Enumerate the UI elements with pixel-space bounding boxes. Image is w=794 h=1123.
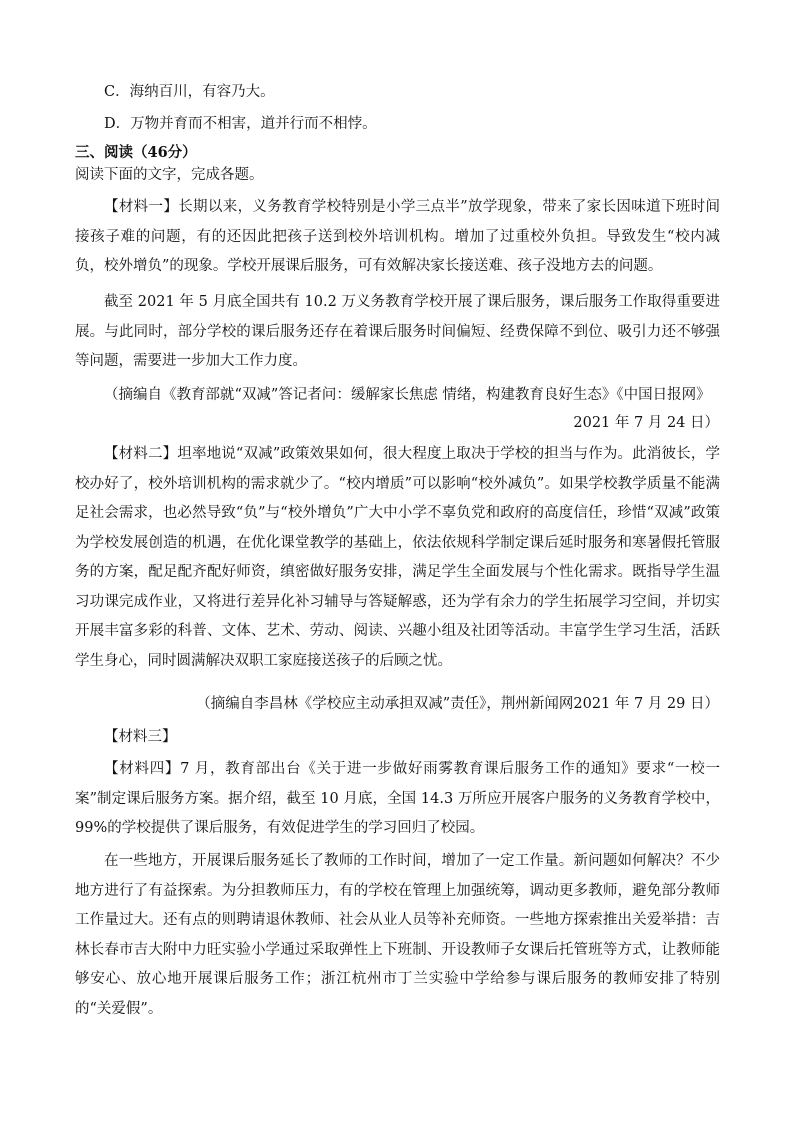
section-heading: 三、阅读（46分）	[75, 144, 197, 161]
material1-source-line1: （摘编自《教育部就“双减”答记者问：缓解家长焦虑 情绪，构建教育良好生态》《中国日报网》	[104, 387, 711, 403]
section-instruction: 阅读下面的文字，完成各题。	[75, 167, 264, 183]
material2-paragraph: 【材料二】坦率地说“双减”政策效果如何，很大程度上取决于学校的担当与作为。此消彼长，学校办好了，校外培训机构的需求就少了。“校内增质”可以影响“校外减负”。如果学校教学质量不能满足社会需求，也必然导致“负”与“校外增负”广大中小学不辜负党和政府的高度信任，珍惜“双减”政策为学校发展创造的机遇，在优化课堂教学的基础上，依法依规科学制定课后延时服务和寒暑假托管服务的方案，配足配齐配好师资，缜密做好服务安排，满足学生全面发展与个性化需求。既指导学生温习功课完成作业，又将进行差异化补习辅导与答疑解惑，还为学有余力的学生拓展学习空间，并切实开展丰富多彩的科普、文体、艺术、劳动、阅读、兴趣小组及社团等活动。丰富学生学习生活，活跃学生身心，同时圆满解决双职工家庭接送孩子的后顾之忧。	[75, 446, 720, 669]
material4-paragraph2: 在一些地方，开展课后服务延长了教师的工作时间，增加了一定工作量。新问题如何解决？不少地方进行了有益探索。为分担教师压力，有的学校在管理上加强统筹，调动更多教师，避免部分教师工作量过大。还有点的则聘请退休教师、社会从业人员等补充师资。一些地方探索推出关爱举措：吉林长春市吉大附中力旺实验小学通过采取弹性上下班制、开设教师子女课后托管班等方式，让教师能够安心、放心地开展课后服务工作；浙江杭州市丁兰实验中学给参与课后服务的教师安排了特别的“关爱假”。	[75, 853, 720, 1017]
material1-source-line2: 2021 年 7 月 24 日）	[573, 415, 719, 431]
material3-label: 【材料三】	[104, 729, 177, 745]
option-d: D．万物并育而不相害，道并行而不相悖。	[104, 116, 377, 132]
material2-source: （摘编自李昌林《学校应主动承担双减”责任》，荆州新闻网2021 年 7 月 29 日）	[196, 696, 719, 712]
material4-paragraph1: 【材料四】7 月，教育部出台《关于进一步做好雨雾教育课后服务工作的通知》要求“一校一案”制定课后服务方案。据介绍，截至 10 月底，全国 14.3 万所应开展客户服务的义务教育学校中，99%的学校提供了课后服务，有效促进学生的学习回归了校园。	[75, 761, 720, 836]
material1-paragraph2: 截至 2021 年 5 月底全国共有 10.2 万义务教育学校开展了课后服务，课后服务工作取得重要进展。与此同时，部分学校的课后服务还存在着课后服务时间偏短、经费保障不到位、吸引力还不够强等问题，需要进一步加大工作力度。	[75, 294, 720, 369]
option-c: C．海纳百川，有容乃大。	[104, 84, 275, 100]
material1-paragraph1: 【材料一】长期以来，义务教育学校特别是小学三点半”放学现象，带来了家长因味道下班时间接孩子难的问题，有的还因此把孩子送到校外培训机构。增加了过重校外负担。导致发生“校内减负，校外增负”的现象。学校开展课后服务，可有效解决家长接送难、孩子没地方去的问题。	[75, 199, 720, 274]
